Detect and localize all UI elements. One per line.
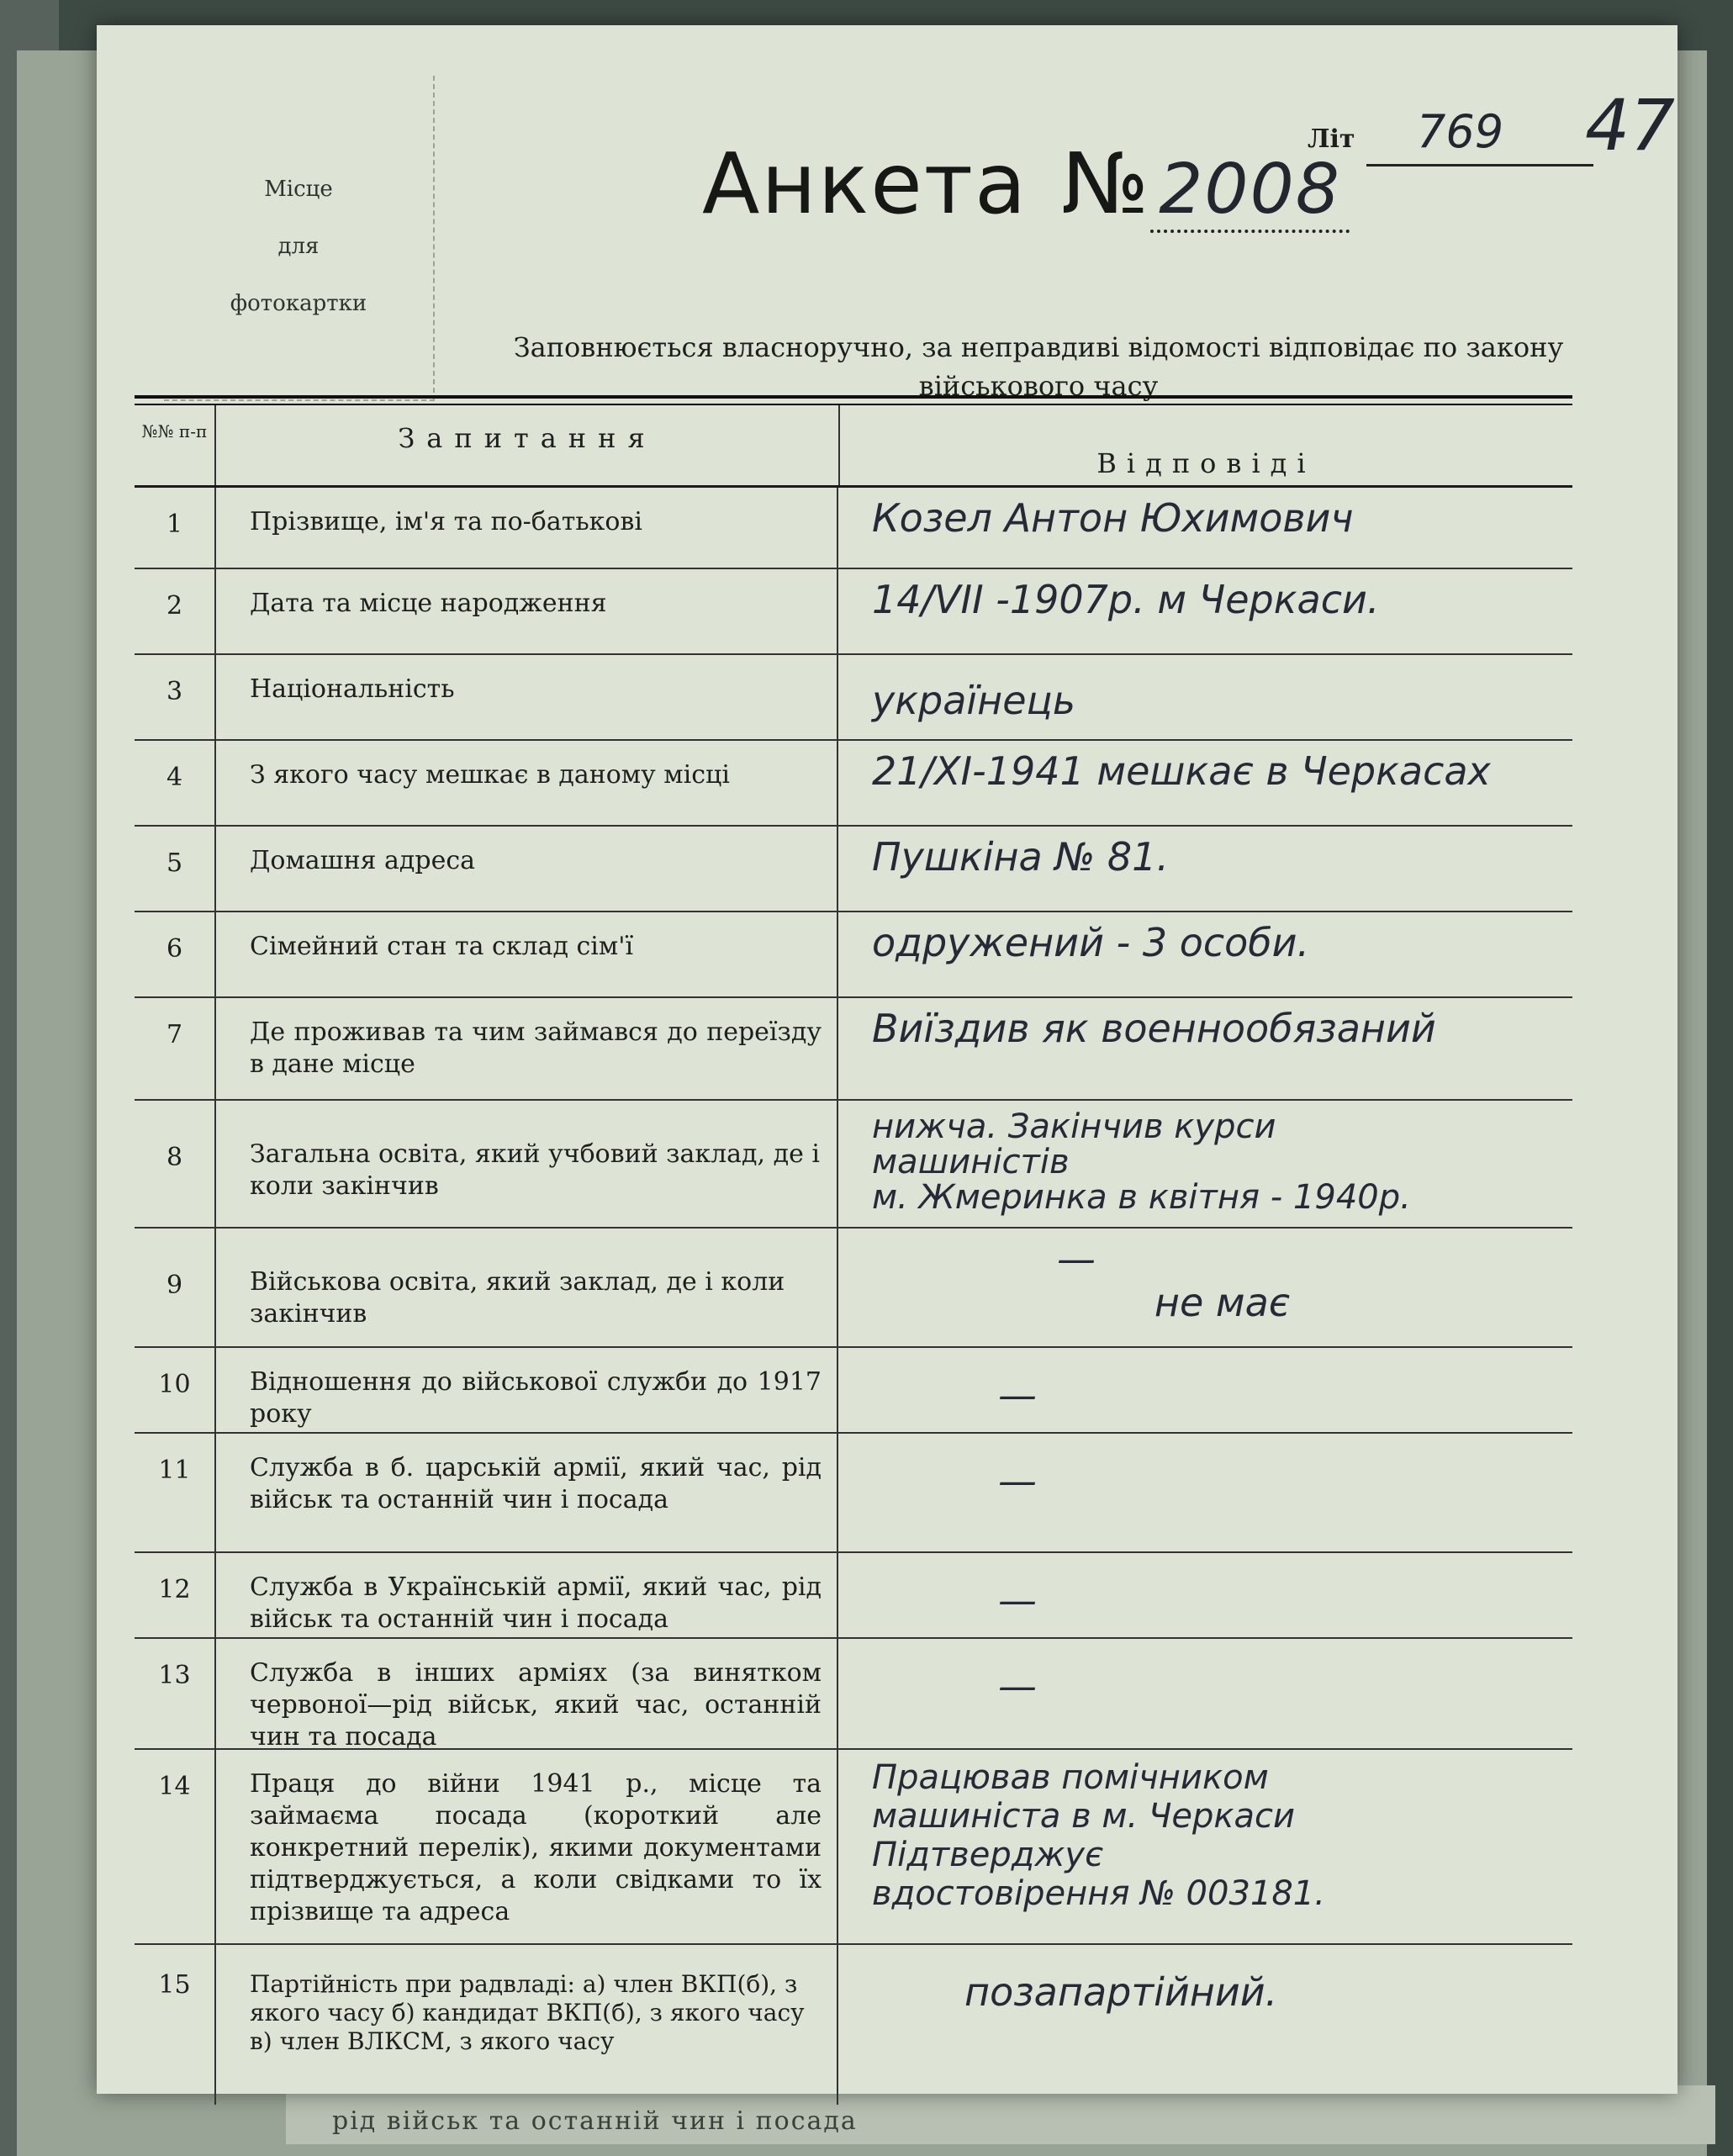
row-answer: [838, 1750, 1572, 1943]
row-number: 11: [135, 1434, 216, 1551]
handwritten-answer: 21/XI-1941 мешкає в Черкасах: [872, 748, 1491, 794]
row-question: Військова освіта, який заклад, де і коли закінчив: [216, 1229, 838, 1346]
row-answer: [838, 1945, 1572, 2105]
row-question: Служба в Українській армії, який час, рід військ та останній чин і посада: [216, 1553, 838, 1637]
table-row: [135, 1639, 1572, 1750]
handwritten-answer: Працював помічником: [872, 1758, 1269, 1797]
row-answer: [838, 827, 1572, 911]
row-question: Прізвище, ім'я та по-батькові: [216, 488, 838, 568]
row-question: З якого часу мешкає в даному місці: [216, 741, 838, 825]
handwritten-answer: Пушкіна № 81.: [872, 834, 1169, 880]
row-answer: [838, 655, 1572, 739]
handwritten-dash: —: [998, 1372, 1037, 1418]
instructions-line: Заповнюється власноручно, за неправдиві відомості відповідає по закону: [513, 331, 1564, 363]
handwritten-answer: Козел Антон Юхимович: [872, 495, 1354, 541]
handwritten-answer: м. Жмеринка в квітня - 1940р.: [872, 1178, 1411, 1217]
table-row: [135, 488, 1572, 569]
row-number: 1: [135, 488, 216, 568]
row-question: Партійність при радвладі: а) член ВКП(б), з якого часу б) кандидат ВКП(б), з якого часу в) член ВЛКСМ, з якого часу: [216, 1945, 838, 2105]
photo-label-line: Місце: [264, 177, 333, 202]
handwritten-answer: нижча. Закінчив курси: [872, 1107, 1276, 1146]
row-number: 10: [135, 1348, 216, 1432]
row-number: 7: [135, 998, 216, 1099]
handwritten-answer: українець: [872, 678, 1075, 723]
lit-number-handwritten: 769: [1417, 105, 1504, 158]
row-answer: [838, 741, 1572, 825]
handwritten-answer: машиніста в м. Черкаси: [872, 1797, 1296, 1836]
handwritten-answer: позапартійний.: [964, 1969, 1278, 2015]
lit-number-handwritten: 47: [1585, 84, 1675, 166]
row-answer: [838, 998, 1572, 1099]
row-question: Загальна освіта, який учбовий заклад, де і коли закінчив: [216, 1101, 838, 1227]
row-answer: [838, 912, 1572, 996]
row-answer: [838, 488, 1572, 568]
row-number: 5: [135, 827, 216, 911]
row-number: 3: [135, 655, 216, 739]
handwritten-answer: машиністів: [872, 1143, 1070, 1181]
row-number: 15: [135, 1945, 216, 2105]
handwritten-answer: одружений - 3 особи.: [872, 920, 1310, 965]
handwritten-dash: —: [998, 1458, 1037, 1503]
row-number: 8: [135, 1101, 216, 1227]
handwritten-answer: —: [1057, 1236, 1096, 1281]
row-question: Де проживав та чим займався до переїзду в дане місце: [216, 998, 838, 1099]
row-answer: [838, 1434, 1572, 1551]
page-title: [702, 135, 1350, 233]
row-answer: [838, 1348, 1572, 1432]
photo-label-line: фотокартки: [230, 291, 367, 316]
table-row: [135, 569, 1572, 655]
row-question: Сімейний стан та склад сім'ї: [216, 912, 838, 996]
row-question: Служба в інших арміях (за винятком червоної—рід військ, який час, останній чин та посада: [216, 1639, 838, 1748]
questionnaire-table: [135, 395, 1572, 2105]
lit-underline: [1366, 164, 1593, 166]
row-number: 9: [135, 1229, 216, 1346]
row-number: 12: [135, 1553, 216, 1637]
number-sign: №: [1061, 135, 1151, 233]
table-row: [135, 1945, 1572, 2105]
instructions-line: військового часу: [918, 370, 1159, 402]
sheet-number-field: [1308, 84, 1675, 177]
row-question: Дата та місце народження: [216, 569, 838, 653]
table-row: [135, 1434, 1572, 1553]
table-top-rule: [135, 395, 1572, 399]
row-question: Домашня адреса: [216, 827, 838, 911]
table-row: [135, 1553, 1572, 1639]
table-row: [135, 655, 1572, 741]
row-question: Відношення до військової служби до 1917 року: [216, 1348, 838, 1432]
lit-label: Літ: [1308, 124, 1355, 154]
instructions: [416, 328, 1661, 405]
table-row: [135, 1101, 1572, 1229]
title-word: Анкета: [702, 135, 1028, 233]
row-number: 14: [135, 1750, 216, 1943]
header-number: №№ п-п: [135, 405, 216, 485]
handwritten-answer: Виїздив як военнообязаний: [872, 1006, 1436, 1051]
row-question: Служба в б. царській армії, який час, рід військ та останній чин і посада: [216, 1434, 838, 1551]
handwritten-answer: вдостовірення № 003181.: [872, 1874, 1325, 1913]
photo-label-line: для: [277, 234, 320, 259]
underlying-sheet-text: рід військ та останній чин і посада: [332, 2106, 858, 2136]
row-answer: [838, 1639, 1572, 1748]
questionnaire-sheet: [97, 25, 1678, 2094]
table-row: [135, 1750, 1572, 1945]
table-row: [135, 912, 1572, 998]
row-number: 4: [135, 741, 216, 825]
table-row: [135, 741, 1572, 827]
handwritten-answer: 14/VII -1907р. м Черкаси.: [872, 577, 1380, 622]
row-answer: [838, 1553, 1572, 1637]
table-row: [135, 1229, 1572, 1348]
table-row: [135, 827, 1572, 912]
form-number-handwritten: 2008: [1150, 150, 1350, 233]
row-number: 2: [135, 569, 216, 653]
row-answer: [838, 569, 1572, 653]
row-answer: [838, 1101, 1572, 1227]
row-answer: [838, 1229, 1572, 1346]
handwritten-dash: —: [998, 1663, 1037, 1709]
handwritten-answer: Підтверджує: [872, 1836, 1104, 1874]
handwritten-answer: не має: [1154, 1280, 1291, 1325]
row-question: Національність: [216, 655, 838, 739]
table-header: [135, 405, 1572, 488]
table-row: [135, 1348, 1572, 1434]
row-number: 13: [135, 1639, 216, 1748]
row-question: Праця до війни 1941 р., місце та займаєма посада (короткий але конкретний перелік), якими документами підтверджується, а коли свідками то їх прізвище та адреса: [216, 1750, 838, 1943]
table-row: [135, 998, 1572, 1101]
handwritten-dash: —: [998, 1577, 1037, 1623]
header-question: Запитання: [216, 405, 840, 485]
row-number: 6: [135, 912, 216, 996]
header-answer: Відповіді: [1096, 447, 1316, 479]
photo-placeholder: [164, 76, 435, 401]
